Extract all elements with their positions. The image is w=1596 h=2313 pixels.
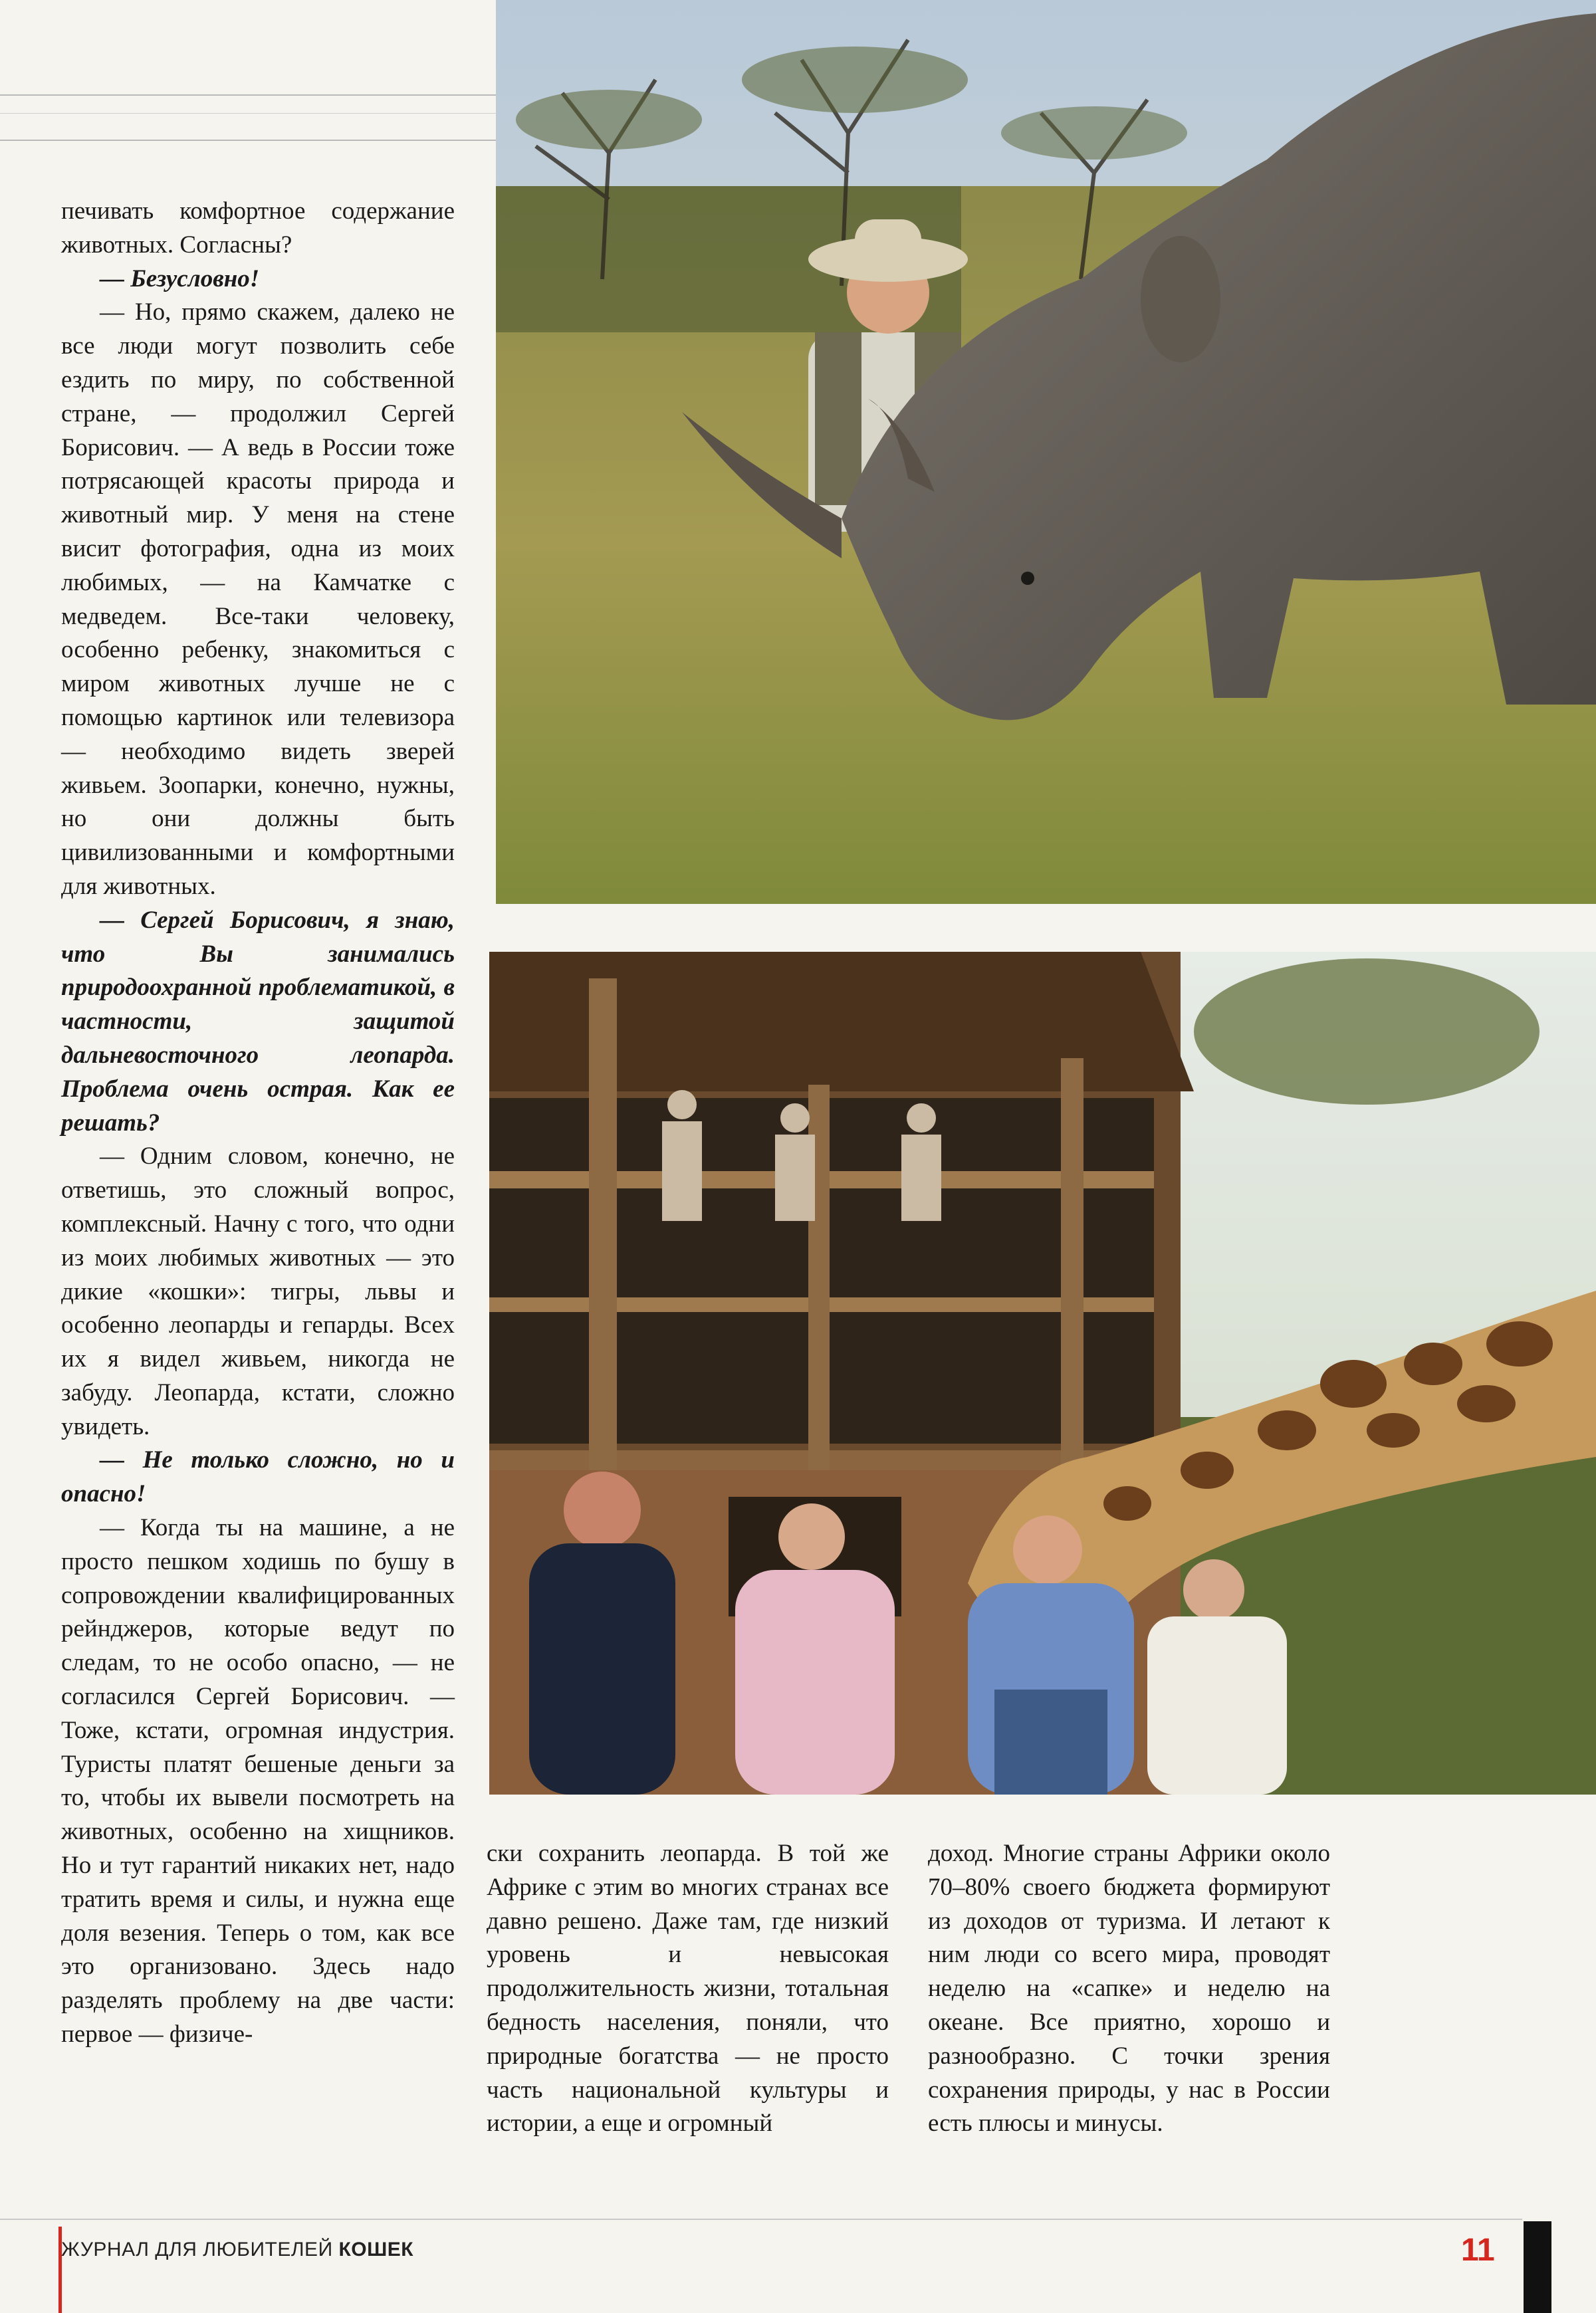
- col1-paragraph-continued: печивать комфортное содержание животных. Согласны?: [61, 197, 455, 259]
- footer-rule: [0, 2219, 1522, 2220]
- article-column-1: [61, 195, 455, 2052]
- article-column-3: [928, 1837, 1330, 2141]
- header-rule-mid: [0, 113, 497, 114]
- article-column-2: [487, 1837, 889, 2141]
- col2-paragraph: ски сохранить леопарда. В той же Африке с этим во многих странах все давно решено. Даже там, где низкий уровень и невысокая продолжительность жизни, тотальная бедность населения, поняли, что природные богатства — не просто часть национальной культуры и истории, а еще и огромный: [487, 1840, 889, 2138]
- col1-interviewer-reply: — Безусловно!: [100, 265, 260, 292]
- footer-magazine-prefix: ЖУРНАЛ ДЛЯ ЛЮБИТЕЛЕЙ: [61, 2239, 333, 2260]
- col1-answer-travel: — Но, прямо скажем, далеко не все люди могут позволить себе ездить по миру, по собственной стране, — продолжил Сергей Борисович. — А ведь в России тоже потрясающей красоты природа и животный мир. У меня на стене висит фотография, одна из моих любимых, — на Камчатке с медведем. Все-таки человеку, особенно ребенку, знакомиться с миром животных лучше не с помощью картинок или телевизора — необходимо видеть зверей живьем. Зоопарки, конечно, нужны, но они должны быть цивилизованными и комфортными для животных.: [61, 298, 455, 900]
- col1-question-leopard: — Сергей Борисович, я знаю, что Вы занимались природоохранной проблематикой, в частности, защитой дальневосточного леопарда. Проблема очень острая. Как ее решать?: [61, 906, 455, 1137]
- header-rule-bottom: [0, 140, 497, 141]
- photo-man-with-rhino: [496, 0, 1596, 904]
- col3-paragraph: доход. Многие страны Африки около 70–80% своего бюджета формируют из доходов от туризма. И летают к ним люди со всего мира, проводят неделю на «сапке» и неделю на океане. Все приятно, хорошо и разнообразно. С точки зрения сохранения природы, у нас в России есть плюсы и минусы.: [928, 1840, 1330, 2138]
- header-rule-top: [0, 94, 497, 96]
- col1-answer-cats: — Одним словом, конечно, не ответишь, это сложный вопрос, комплексный. Начну с того, что одни из моих любимых животных — это дикие «кошки»: тигры, львы и особенно леопарды и гепарды. Всех их я видел живьем, никогда не забуду. Леопарда, кстати, сложно увидеть.: [61, 1143, 455, 1440]
- page-number: 11: [1461, 2233, 1495, 2268]
- page-edge-tab: [1524, 2221, 1551, 2313]
- col1-interviewer-remark: — Не только сложно, но и опасно!: [61, 1446, 455, 1508]
- footer-magazine-bold: КОШЕК: [338, 2239, 414, 2260]
- footer-magazine-title: [61, 2239, 413, 2261]
- photo-people-feeding-giraffes: [489, 952, 1596, 1795]
- col1-answer-safari: — Когда ты на машине, а не просто пешком ходишь по бушу в сопровождении квалифицированных рейнджеров, которые ведут по следам, то не особо опасно, — не согласился Сергей Борисович. — Тоже, кстати, огромная индустрия. Туристы платят бешеные деньги за то, чтобы их вывели посмотреть на животных, особенно на хищников. Но и тут гарантий никаких нет, надо тратить время и силы, и нужна еще доля везения. Теперь о том, как все это организовано. Здесь надо разделять проблему на две части: первое — физиче-: [61, 1514, 455, 2048]
